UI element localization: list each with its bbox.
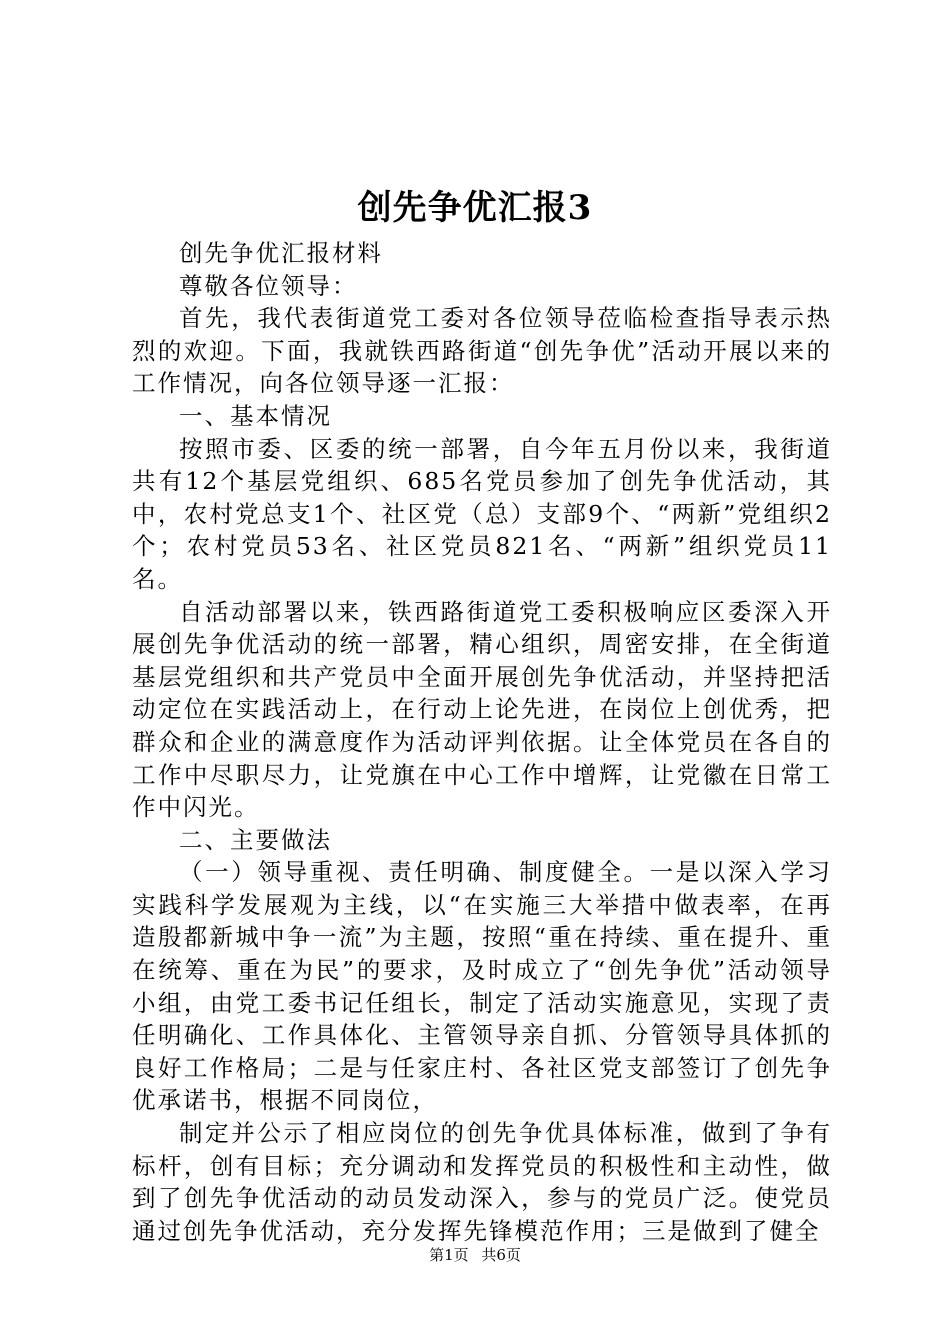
page-number: 第1页: [429, 1246, 469, 1264]
paragraph-standards: 制定并公示了相应岗位的创先争优具体标准，做到了争有标杆，创有目标；充分调动和发挥党员的积极性和主动性，做到了创先争优活动的动员发动深入，参与的党员广泛。使党员通过创先争优活动，充分发挥先锋模范作用；三是做到了健全: [132, 1119, 832, 1245]
section-heading-methods: 二、主要做法: [179, 825, 332, 854]
page-footer: [0, 1244, 950, 1266]
paragraph-opening: 首先，我代表街道党工委对各位领导莅临检查指导表示热烈的欢迎。下面，我就铁西路街道“创先争优”活动开展以来的工作情况，向各位领导逐一汇报：: [132, 304, 832, 398]
document-body: [132, 237, 832, 1247]
paragraph-basic-situation: 按照市委、区委的统一部署，自今年五月份以来，我街道共有12个基层党组织、685名党员参加了创先争优活动，其中，农村党总支1个、社区党（总）支部9个、“两新”党组织2个；农村党员53名、社区党员821名、“两新”组织党员11名。: [132, 434, 832, 593]
paragraph-deployment: 自活动部署以来，铁西路街道党工委积极响应区委深入开展创先争优活动的统一部署，精心组织，周密安排，在全街道基层党组织和共产党员中全面开展创先争优活动，并坚持把活动定位在实践活动上，在行动上论先进，在岗位上创优秀，把群众和企业的满意度作为活动评判依据。让全体党员在各自的工作中尽职尽力，让党旗在中心工作中增辉，让党徽在日常工作中闪光。: [132, 597, 832, 822]
section-heading-basic: 一、基本情况: [179, 401, 332, 430]
paragraph-leadership: （一）领导重视、责任明确、制度健全。一是以深入学习实践科学发展观为主线，以“在实施三大举措中做表率，在再造殷都新城中争一流”为主题，按照“重在持续、重在提升、重在统筹、重在为民”的要求，及时成立了“创先争优”活动领导小组，由党工委书记任组长，制定了活动实施意见，实现了责任明确化、工作具体化、主管领导亲自抓、分管领导具体抓的良好工作格局；二是与任家庄村、各社区党支部签订了创先争优承诺书，根据不同岗位，: [132, 858, 832, 1115]
page-total: 共6页: [481, 1246, 521, 1264]
paragraph-salutation: 尊敬各位领导：: [179, 271, 358, 300]
document-title: 创先争优汇报3: [357, 188, 593, 228]
paragraph-subtitle: 创先争优汇报材料: [179, 239, 383, 267]
